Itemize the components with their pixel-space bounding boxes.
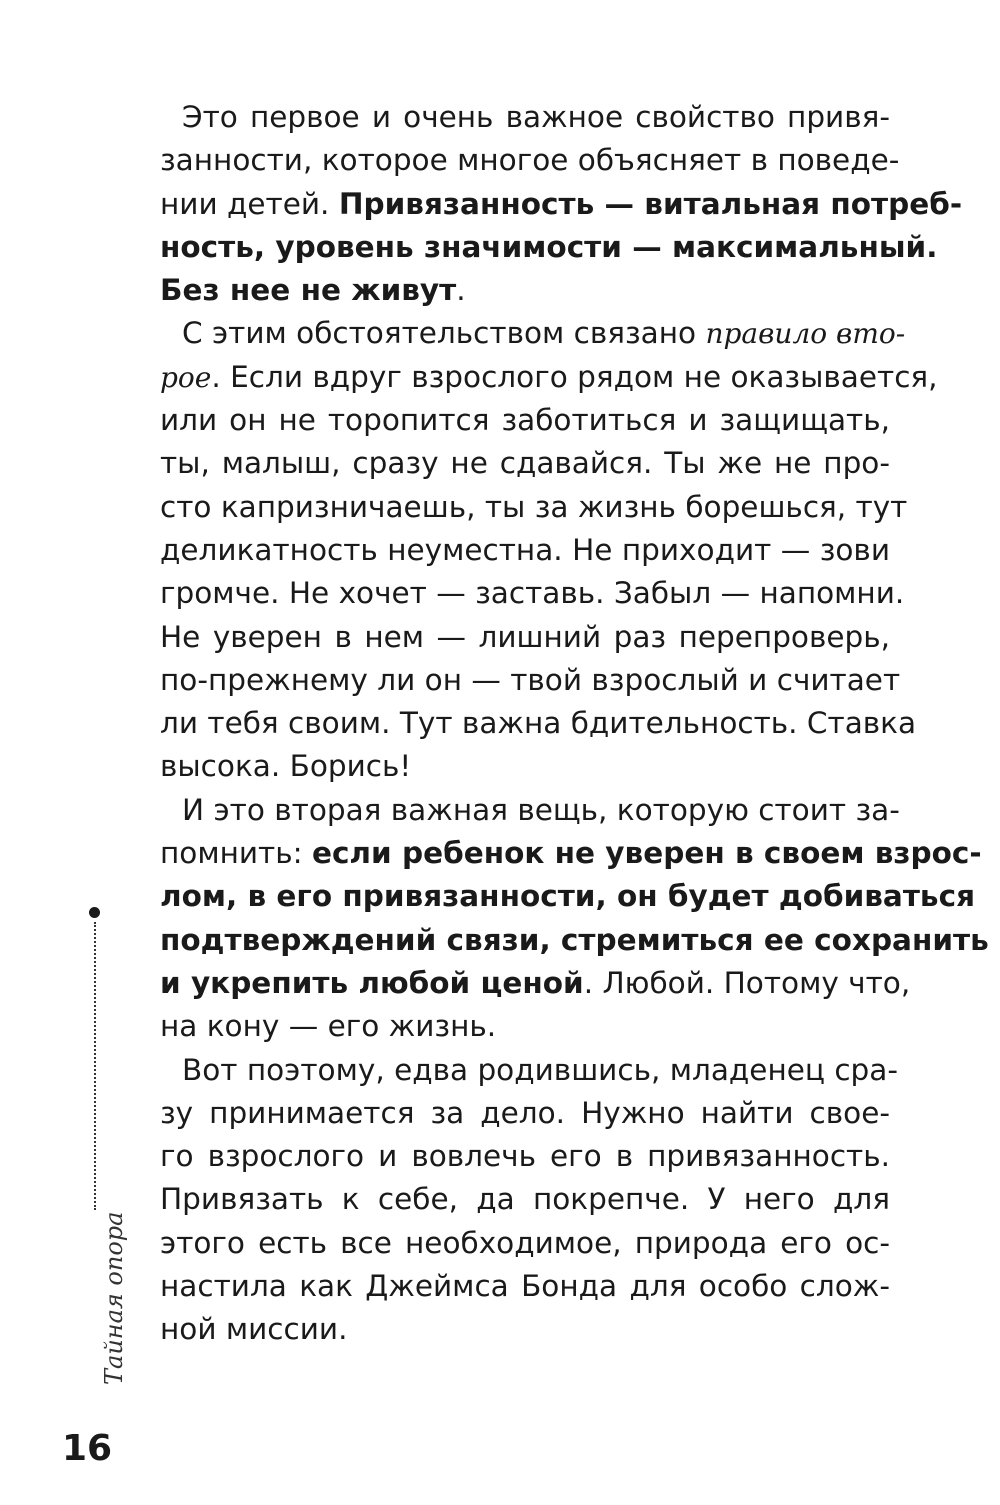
text-line xyxy=(160,312,906,355)
text-run: го взрослого и вовлечь его в привязанность. xyxy=(160,1139,890,1174)
text-line xyxy=(160,529,890,572)
bold-run: ность, уровень значимости — максимальный. xyxy=(160,229,938,264)
paragraph xyxy=(160,789,989,1049)
text-run: деликатность неуместна. Не приходит — зови xyxy=(160,532,890,567)
text-line xyxy=(160,356,938,399)
text-line xyxy=(160,616,890,659)
text-line xyxy=(160,1222,890,1265)
text-line xyxy=(160,789,900,832)
bold-run: подтверждений связи, стремиться ее сохранить xyxy=(160,922,989,957)
text-run: ты, малыш, сразу не сдавайся. Ты же не про- xyxy=(160,446,890,481)
text-run: . Любой. Потому что, xyxy=(583,965,911,1000)
text-run: ной миссии. xyxy=(160,1312,348,1347)
text-run: И это вторая важная вещь, которую стоит за- xyxy=(182,792,900,827)
bold-run: Без нее не живут xyxy=(160,273,457,308)
bold-run: лом, в его привязанности, он будет добиваться xyxy=(160,879,976,914)
text-line xyxy=(160,1308,890,1351)
italic-run: правило вто- xyxy=(705,317,906,351)
paragraph xyxy=(160,1049,899,1352)
paragraph xyxy=(160,96,963,312)
text-run: нии детей. xyxy=(160,186,339,221)
text-run: . Если вдруг взрослого рядом не оказывается, xyxy=(211,359,938,394)
bold-run: Привязанность — витальная потреб- xyxy=(338,186,963,221)
text-line xyxy=(160,702,917,745)
text-line xyxy=(160,875,976,918)
text-run: помнить: xyxy=(160,836,312,871)
text-run: Не уверен в нем — лишний раз перепроверь, xyxy=(160,619,890,654)
text-run: ли тебя своим. Тут важна бдительность. Ставка xyxy=(160,706,917,741)
text-line xyxy=(160,919,989,962)
text-line xyxy=(160,659,901,702)
text-line xyxy=(160,399,890,442)
text-line xyxy=(160,1265,890,1308)
text-line xyxy=(160,1092,890,1135)
text-line xyxy=(160,226,938,269)
text-line xyxy=(160,269,890,312)
margin-dot-ornament xyxy=(89,907,100,918)
text-line xyxy=(160,962,911,1005)
text-run: по-прежнему ли он — твой взрослый и считает xyxy=(160,662,901,697)
text-run: . xyxy=(456,273,466,308)
text-line xyxy=(160,1049,899,1092)
text-run: или он не торопится заботиться и защищать, xyxy=(160,403,890,438)
margin-dotted-rule xyxy=(94,922,96,1210)
text-line xyxy=(160,832,982,875)
text-run: высока. Борись! xyxy=(160,749,412,784)
text-run: настила как Джеймса Бонда для особо слож- xyxy=(160,1269,890,1304)
text-run: Привязать к себе, да покрепче. У него для xyxy=(160,1182,890,1217)
text-run: сто капризничаешь, ты за жизнь борешься, тут xyxy=(160,489,908,524)
text-run: занности, которое многое объясняет в поведе- xyxy=(160,143,900,178)
bold-run: если ребенок не уверен в своем взрос- xyxy=(311,836,982,871)
bold-run: и укрепить любой ценой xyxy=(160,965,584,1000)
text-line xyxy=(160,745,890,788)
page-number: 16 xyxy=(62,1428,113,1469)
text-line xyxy=(160,139,900,182)
text-run: С этим обстоятельством связано xyxy=(182,316,706,351)
text-line xyxy=(160,572,905,615)
paragraph xyxy=(160,312,938,788)
text-line xyxy=(160,1135,890,1178)
text-run: громче. Не хочет — заставь. Забыл — напомни. xyxy=(160,576,905,611)
text-line xyxy=(160,1178,890,1221)
text-line xyxy=(160,1005,890,1048)
text-run: зу принимается за дело. Нужно найти свое- xyxy=(160,1095,890,1130)
running-title: Тайная опора xyxy=(100,1211,128,1385)
text-line xyxy=(160,183,963,226)
text-line xyxy=(160,486,908,529)
body-text xyxy=(160,96,989,1352)
text-run: на кону — его жизнь. xyxy=(160,1009,497,1044)
text-line xyxy=(160,442,890,485)
text-run: Это первое и очень важное свойство привя- xyxy=(182,100,890,134)
text-line xyxy=(160,96,890,139)
text-run: Вот поэтому, едва родившись, младенец сра- xyxy=(182,1052,899,1087)
text-run: этого есть все необходимое, природа его ос- xyxy=(160,1225,890,1260)
italic-run: рое xyxy=(160,360,212,394)
